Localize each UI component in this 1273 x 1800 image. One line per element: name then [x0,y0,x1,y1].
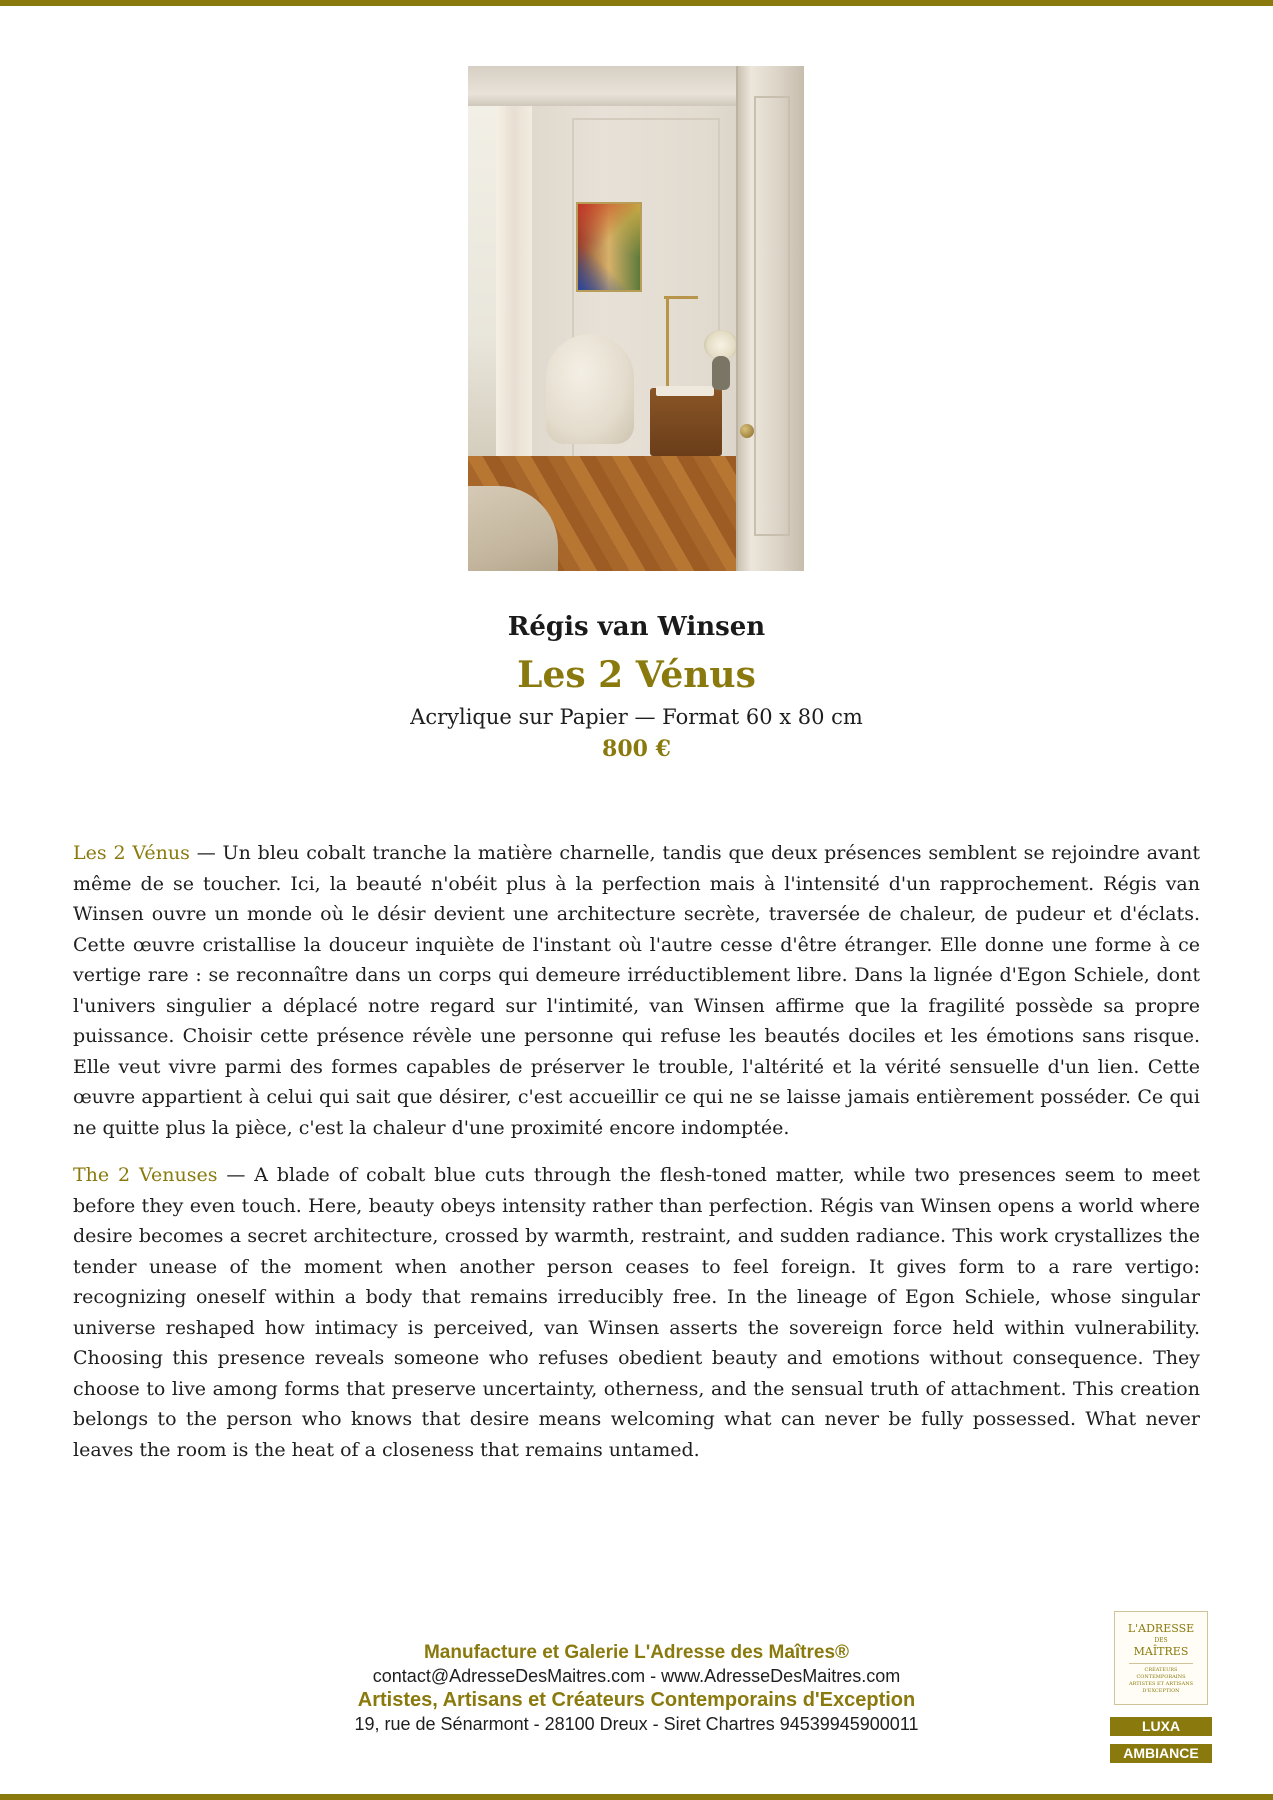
description-fr [73,838,1200,1143]
logo-line-3: MAÎTRES [1133,1645,1189,1658]
artist-name: Régis van Winsen [507,612,766,642]
logo-line-4: CRÉATEURS CONTEMPORAINS ARTISTES ET ARTISANS D'EXCEPTION [1128,1667,1194,1694]
description-fr-text: — Un bleu cobalt tranche la matière charnelle, tandis que deux présences semblent se rejoindre avant même de se toucher. Ici, la beauté n'obéit plus à la perfection mais à l'intensité d'un rapprochement. Régis van Winsen ouvre un monde où le désir devient une architecture secrète, traversée de chaleur, de pudeur et d'éclats. Cette œuvre cristallise la douceur inquiète de l'instant où l'autre cesse d'être étranger. Elle donne une forme à ce vertige rare : se reconnaître dans un corps qui demeure irréductiblement libre. Dans la lignée d'Egon Schiele, dont l'univers singulier a déplacé notre regard sur l'intimité, van Winsen affirme que la fragilité possède sa propre puissance. Choisir cette présence révèle une personne qui refuse les beautés dociles et les émotions sans risque. Elle veut vivre parmi des formes capables de préserver le trouble, l'altérité et la vérité sensuelle d'un lien. Cette œuvre appartient à celui qui sait que désirer, c'est accueillir ce qui ne se laisse jamais entièrement posséder. Ce qui ne quitte plus la pièce, c'est la chaleur d'une proximité encore indomptée. [73,842,1200,1139]
footer-tagline: Artistes, Artisans et Créateurs Contemporains d'Exception [357,1689,916,1711]
description-en-text: — A blade of cobalt blue cuts through the flesh-toned matter, while two presences seem to meet before they even touch. Here, beauty obeys intensity rather than perfection. Régis van Winsen opens a world where desire becomes a secret architecture, crossed by warmth, restraint, and sudden radiance. This work crystallizes the tender unease of the moment when another person ceases to feel foreign. It gives form to a rare vertigo: recognizing oneself within a body that remains irreducibly free. In the lineage of Egon Schiele, whose singular universe reshaped how intimacy is perceived, van Winsen asserts the sovereign force held within vulnerability. Choosing this presence reveals someone who refuses obedient beauty and emotions without consequence. They choose to live among forms that preserve uncertainty, otherness, and the sensual truth of attachment. This creation belongs to the person who knows that desire means welcoming what can never be fully possessed. What never leaves the room is the heat of a closeness that remains untamed. [73,1164,1201,1461]
photo-door-knob [740,424,754,438]
photo-armchair [546,334,634,444]
photo-curtain [496,106,532,506]
footer-contact: contact@AdresseDesMaitres.com - www.AdresseDesMaitres.com [372,1666,901,1686]
photo-lamp-arm [664,296,698,299]
logo-line-2: DES [1154,1637,1168,1644]
luxa-badge: LUXA [1110,1717,1212,1736]
artwork-medium: Acrylique sur Papier — Format 60 x 80 cm [410,705,863,729]
artwork-room-photo [468,66,804,571]
photo-book [656,386,714,396]
photo-painting [576,202,642,292]
photo-door-panel [754,96,790,536]
description-fr-lead: Les 2 Vénus [73,842,190,864]
logo-line-1: L'ADRESSE [1127,1622,1195,1635]
artwork-title: Les 2 Vénus [517,654,756,696]
ambiance-badge: AMBIANCE [1110,1744,1212,1763]
description-en-lead: The 2 Venuses [73,1164,218,1186]
artwork-description [73,838,1200,1482]
bottom-accent-bar [0,1794,1273,1800]
photo-vase [712,356,730,390]
gallery-logo [1114,1611,1208,1705]
description-en [73,1160,1200,1465]
top-accent-bar [0,0,1273,6]
artwork-price: 800 € [602,736,671,762]
logo-divider [1129,1663,1193,1664]
page-footer [0,1640,1273,1735]
footer-company: Manufacture et Galerie L'Adresse des Maîtres® [423,1642,850,1663]
footer-address: 19, rue de Sénarmont - 28100 Dreux - Siret Chartres 94539945900011 [354,1714,919,1734]
photo-side-table [650,388,722,456]
